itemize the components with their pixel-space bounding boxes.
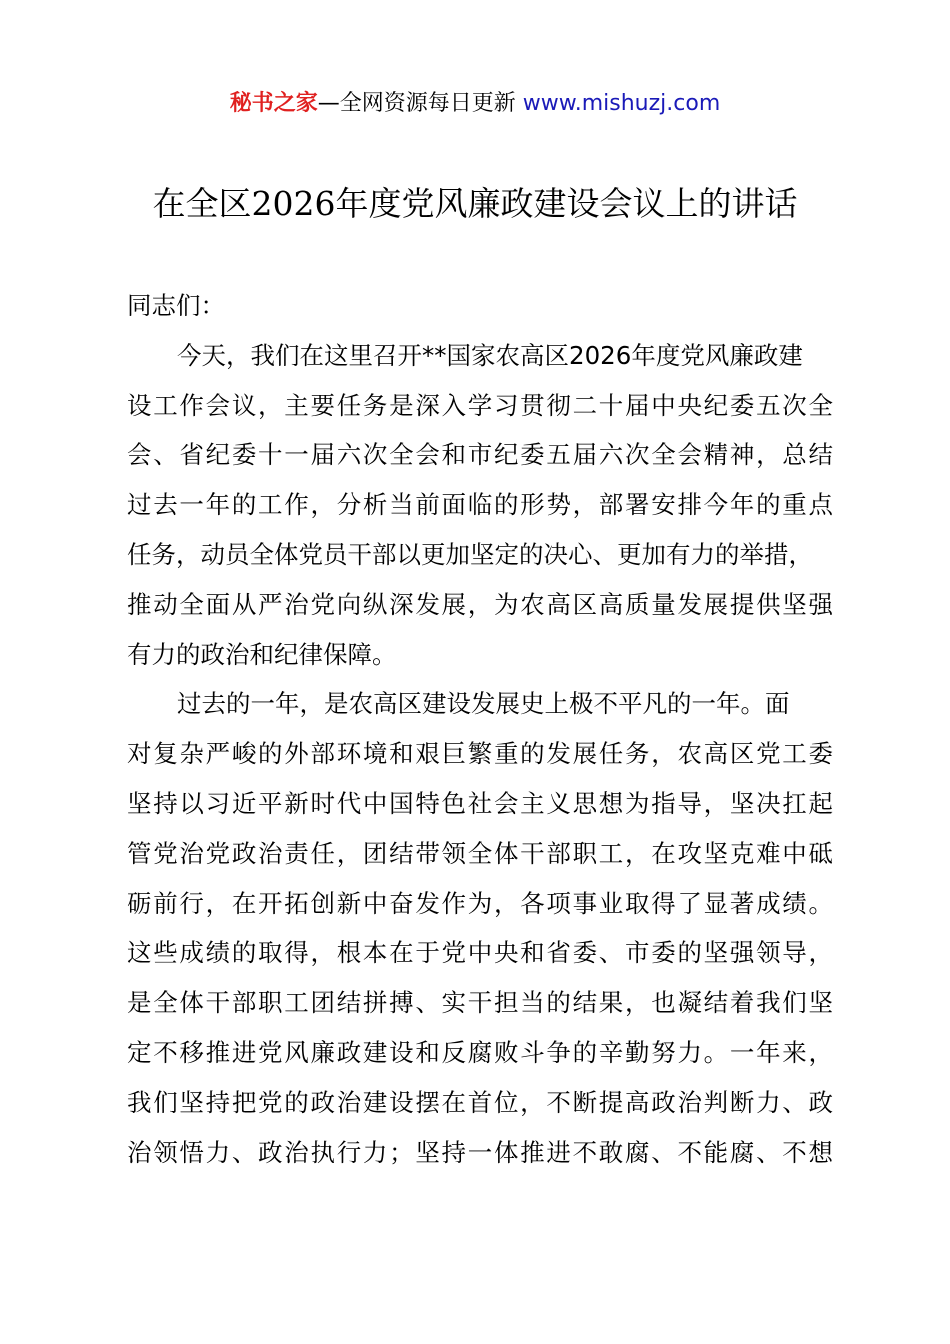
paragraph-line: 设工作会议，主要任务是深入学习贯彻二十届中央纪委五次全: [127, 390, 833, 420]
paragraph-line: 治领悟力、政治执行力；坚持一体推进不敢腐、不能腐、不想: [127, 1137, 833, 1167]
paragraph-line: 定不移推进党风廉政建设和反腐败斗争的辛勤努力。一年来，: [127, 1037, 833, 1067]
paragraph-line: 任务，动员全体党员干部以更加坚定的决心、更加有力的举措，: [127, 539, 813, 569]
paragraph-line: 是全体干部职工团结拼搏、实干担当的结果，也凝结着我们坚: [127, 988, 833, 1018]
paragraph-line: 坚持以习近平新时代中国特色社会主义思想为指导，坚决扛起: [127, 788, 833, 818]
site-slogan: —全网资源每日更新: [317, 91, 516, 116]
document-body: [127, 281, 833, 1177]
salutation: 同志们：: [127, 291, 225, 320]
site-brand: 秘书之家: [229, 91, 318, 116]
site-header: [0, 88, 950, 120]
paragraph-line: 过去一年的工作，分析当前面临的形势，部署安排今年的重点: [127, 490, 833, 520]
document-title: 在全区2026年度党风廉政建设会议上的讲话: [152, 184, 798, 223]
paragraph-line: 这些成绩的取得，根本在于党中央和省委、市委的坚强领导，: [127, 938, 833, 968]
paragraph-line: 会、省纪委十一届六次全会和市纪委五届六次全会精神，总结: [127, 440, 833, 470]
paragraph-line: 对复杂严峻的外部环境和艰巨繁重的发展任务，农高区党工委: [127, 739, 833, 769]
paragraph-line: 有力的政治和纪律保障。: [127, 639, 397, 669]
paragraph-line: 管党治党政治责任，团结带领全体干部职工，在攻坚克难中砥: [127, 838, 833, 868]
paragraph-line: 过去的一年，是农高区建设发展史上极不平凡的一年。面: [177, 689, 790, 719]
paragraph-line: 今天，我们在这里召开**国家农高区2026年度党风廉政建: [177, 340, 803, 370]
paragraph-line: 砺前行，在开拓创新中奋发作为，各项事业取得了显著成绩。: [127, 888, 833, 918]
paragraph-line: 推动全面从严治党向纵深发展，为农高区高质量发展提供坚强: [127, 589, 833, 619]
paragraph-line: 我们坚持把党的政治建设摆在首位，不断提高政治判断力、政: [127, 1087, 833, 1117]
site-url-link[interactable]: www.mishuzj.com: [522, 91, 721, 116]
